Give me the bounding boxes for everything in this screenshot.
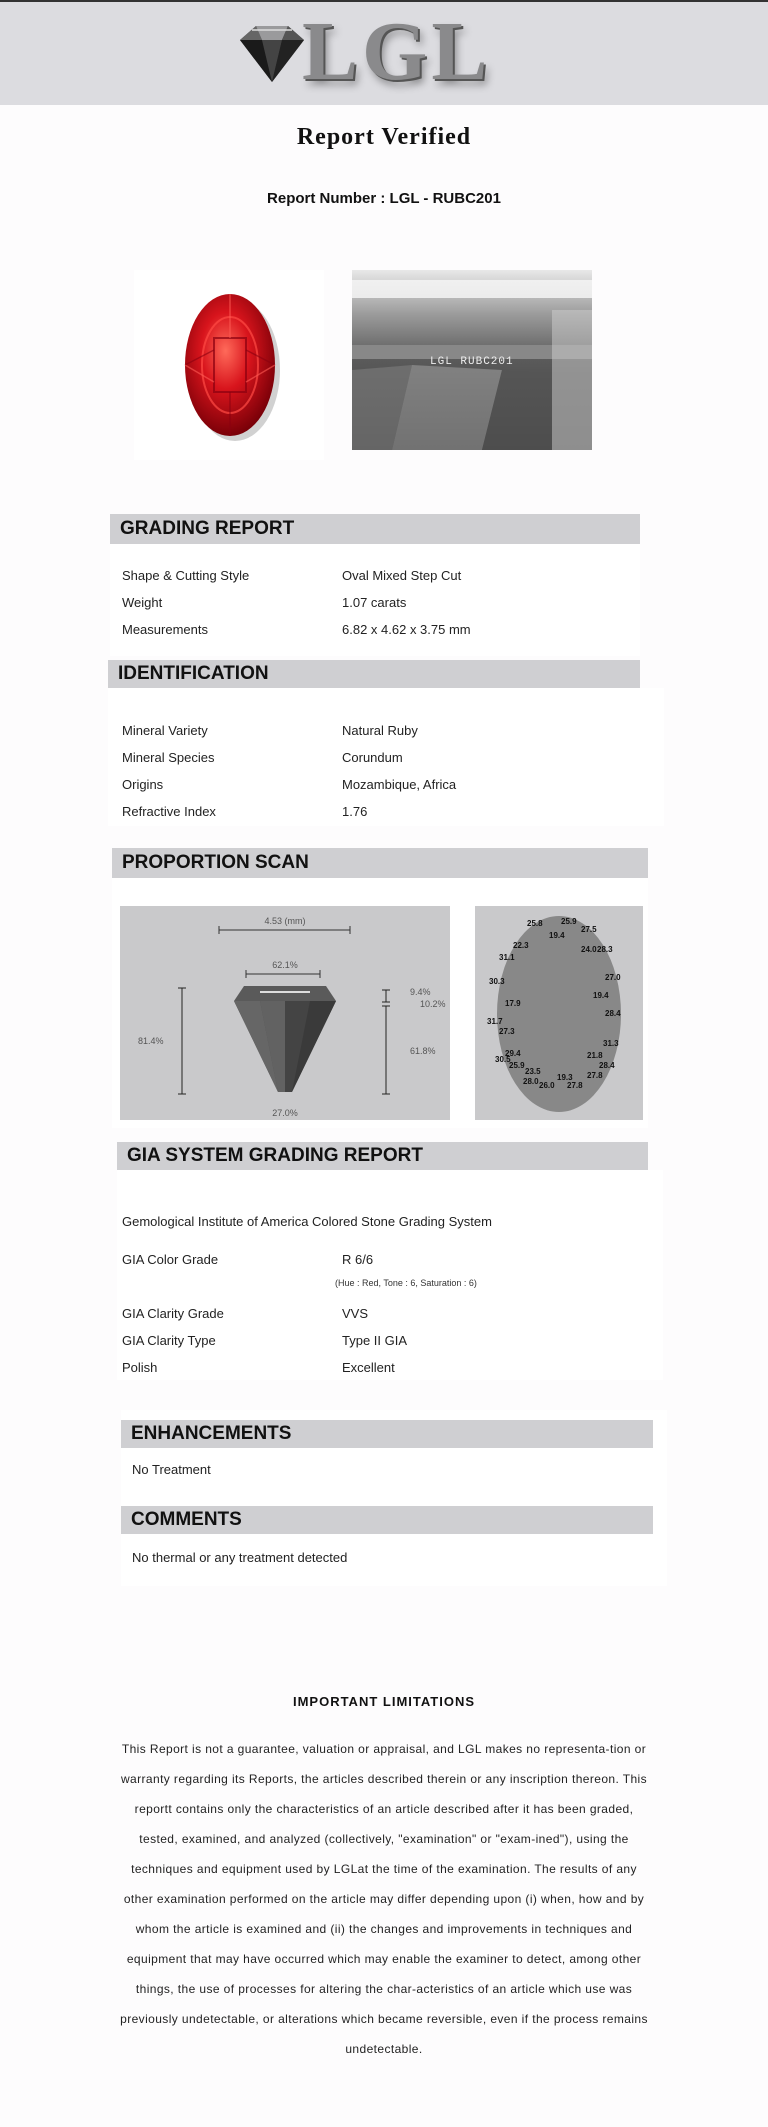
polish-label: Polish: [122, 1360, 158, 1375]
culet-pct-label: 27.0%: [272, 1108, 298, 1118]
top-view-measure-label: 19.3: [557, 1073, 573, 1082]
gia-system-name: Gemological Institute of America Colored Stone Grading System: [122, 1214, 492, 1229]
limitations-text: This Report is not a guarantee, valuation or appraisal, and LGL makes no representa-tion or warranty regarding its Reports, the articles described therein or any inscription thereon. This reportt contains only the characteristics of an article described after it has been graded, tested, examined, and analyzed (collectively, "examination" or "exam-ined"), using the techniques and equipment used by LGLat the time of the examination. The results of any other examination performed on the article may differ depending upon (i) when, how and by whom the article is examined and (ii) the changes and improvements in techniques and equipment that may have occurred which may enable the examiner to detect, among other things, the use of processes for altering the char-acteristics of an article which use was previously undetectable, or alterations which became reversible, even if the process remains undetectable.: [120, 1742, 648, 2056]
top-view-measure-label: 25.9: [509, 1061, 525, 1070]
top-view-measure-label: 31.7: [487, 1017, 503, 1026]
grading-report-heading: GRADING REPORT: [110, 514, 640, 544]
crown-pct-label: 9.4%: [410, 987, 431, 997]
enhancements-heading: ENHANCEMENTS: [121, 1420, 653, 1448]
table-pct-label: 62.1%: [272, 960, 298, 970]
proportion-top-view: [475, 906, 643, 1120]
proportion-scan-heading: PROPORTION SCAN: [112, 848, 648, 878]
inscription-text: LGL RUBC201: [430, 356, 514, 368]
shape-label: Shape & Cutting Style: [122, 568, 250, 583]
girdle-pct-label: 10.2%: [420, 999, 446, 1009]
proportion-side-view: [120, 906, 450, 1120]
measurements-label: Measurements: [122, 622, 208, 637]
mineral-species-label: Mineral Species: [122, 750, 215, 765]
mineral-variety-value: Natural Ruby: [342, 723, 418, 738]
comments-text: No thermal or any treatment detected: [132, 1550, 348, 1565]
top-view-measure-label: 17.9: [505, 999, 521, 1008]
top-view-measure-label: 29.4: [505, 1049, 521, 1058]
top-view-measure-label: 25.8: [527, 919, 543, 928]
limitations-heading: IMPORTANT LIMITATIONS: [292, 1694, 476, 1709]
enhancements-text: No Treatment: [132, 1462, 211, 1477]
origins-value: Mozambique, Africa: [342, 777, 457, 792]
weight-value: 1.07 carats: [342, 595, 407, 610]
top-view-measure-label: 24.0: [581, 945, 597, 954]
origins-label: Origins: [122, 777, 164, 792]
top-view-measure-label: 25.9: [561, 917, 577, 926]
header-banner: [0, 0, 768, 105]
gia-color-value: R 6/6: [342, 1252, 374, 1267]
gia-color-note: (Hue : Red, Tone : 6, Saturation : 6): [335, 1278, 477, 1288]
top-view-measure-label: 19.4: [593, 991, 609, 1000]
top-view-measure-label: 28.3: [597, 945, 613, 954]
identification-heading: IDENTIFICATION: [108, 660, 640, 688]
top-view-measure-label: 27.3: [499, 1027, 515, 1036]
top-view-measure-label: 27.8: [587, 1071, 603, 1080]
gia-heading: GIA SYSTEM GRADING REPORT: [117, 1142, 648, 1170]
shape-value: Oval Mixed Step Cut: [342, 568, 462, 583]
top-view-measure-label: 27.5: [581, 925, 597, 934]
inscription-photo: [352, 270, 592, 450]
page-title: Report Verified: [296, 124, 472, 150]
gia-clarity-type-label: GIA Clarity Type: [122, 1333, 216, 1348]
gia-color-label: GIA Color Grade: [122, 1252, 219, 1267]
gia-clarity-grade-label: GIA Clarity Grade: [122, 1306, 224, 1321]
top-view-measure-label: 22.3: [513, 941, 529, 950]
top-view-measure-label: 28.4: [605, 1009, 621, 1018]
gem-photo: [134, 270, 324, 460]
top-view-measure-label: 26.0: [539, 1081, 555, 1090]
top-view-measure-label: 30.3: [489, 977, 505, 986]
diamond-icon: [232, 20, 312, 90]
top-view-measure-label: 30.5: [495, 1055, 511, 1064]
top-view-measure-label: 28.4: [599, 1061, 615, 1070]
top-view-measure-label: 27.0: [605, 973, 621, 982]
top-view-measure-label: 23.5: [525, 1067, 541, 1076]
ruby-oval-gem-icon: [134, 270, 324, 460]
top-view-measure-label: 28.0: [523, 1077, 539, 1086]
width-label: 4.53 (mm): [264, 916, 306, 926]
mineral-species-value: Corundum: [342, 750, 403, 765]
top-view-measure-label: 31.3: [603, 1039, 619, 1048]
total-depth-label: 81.4%: [138, 1036, 164, 1046]
pavilion-pct-label: 61.8%: [410, 1046, 436, 1056]
gia-clarity-type-value: Type II GIA: [342, 1333, 408, 1348]
polish-value: Excellent: [342, 1360, 395, 1375]
report-number: Report Number : LGL - RUBC201: [267, 190, 501, 207]
mineral-variety-label: Mineral Variety: [122, 723, 208, 738]
logo-text: LGL: [302, 5, 492, 98]
gia-clarity-grade-value: VVS: [342, 1306, 369, 1321]
measurements-value: 6.82 x 4.62 x 3.75 mm: [342, 622, 471, 637]
refractive-index-value: 1.76: [342, 804, 368, 819]
lgl-logo: [232, 5, 492, 98]
top-view-measure-label: 21.8: [587, 1051, 603, 1060]
weight-label: Weight: [122, 595, 163, 610]
refractive-index-label: Refractive Index: [122, 804, 216, 819]
top-view-measure-label: 31.1: [499, 953, 515, 962]
gia-panel: [117, 1170, 663, 1380]
top-view-measure-label: 27.8: [567, 1081, 583, 1090]
comments-heading: COMMENTS: [121, 1506, 653, 1534]
top-view-measure-label: 19.4: [549, 931, 565, 940]
